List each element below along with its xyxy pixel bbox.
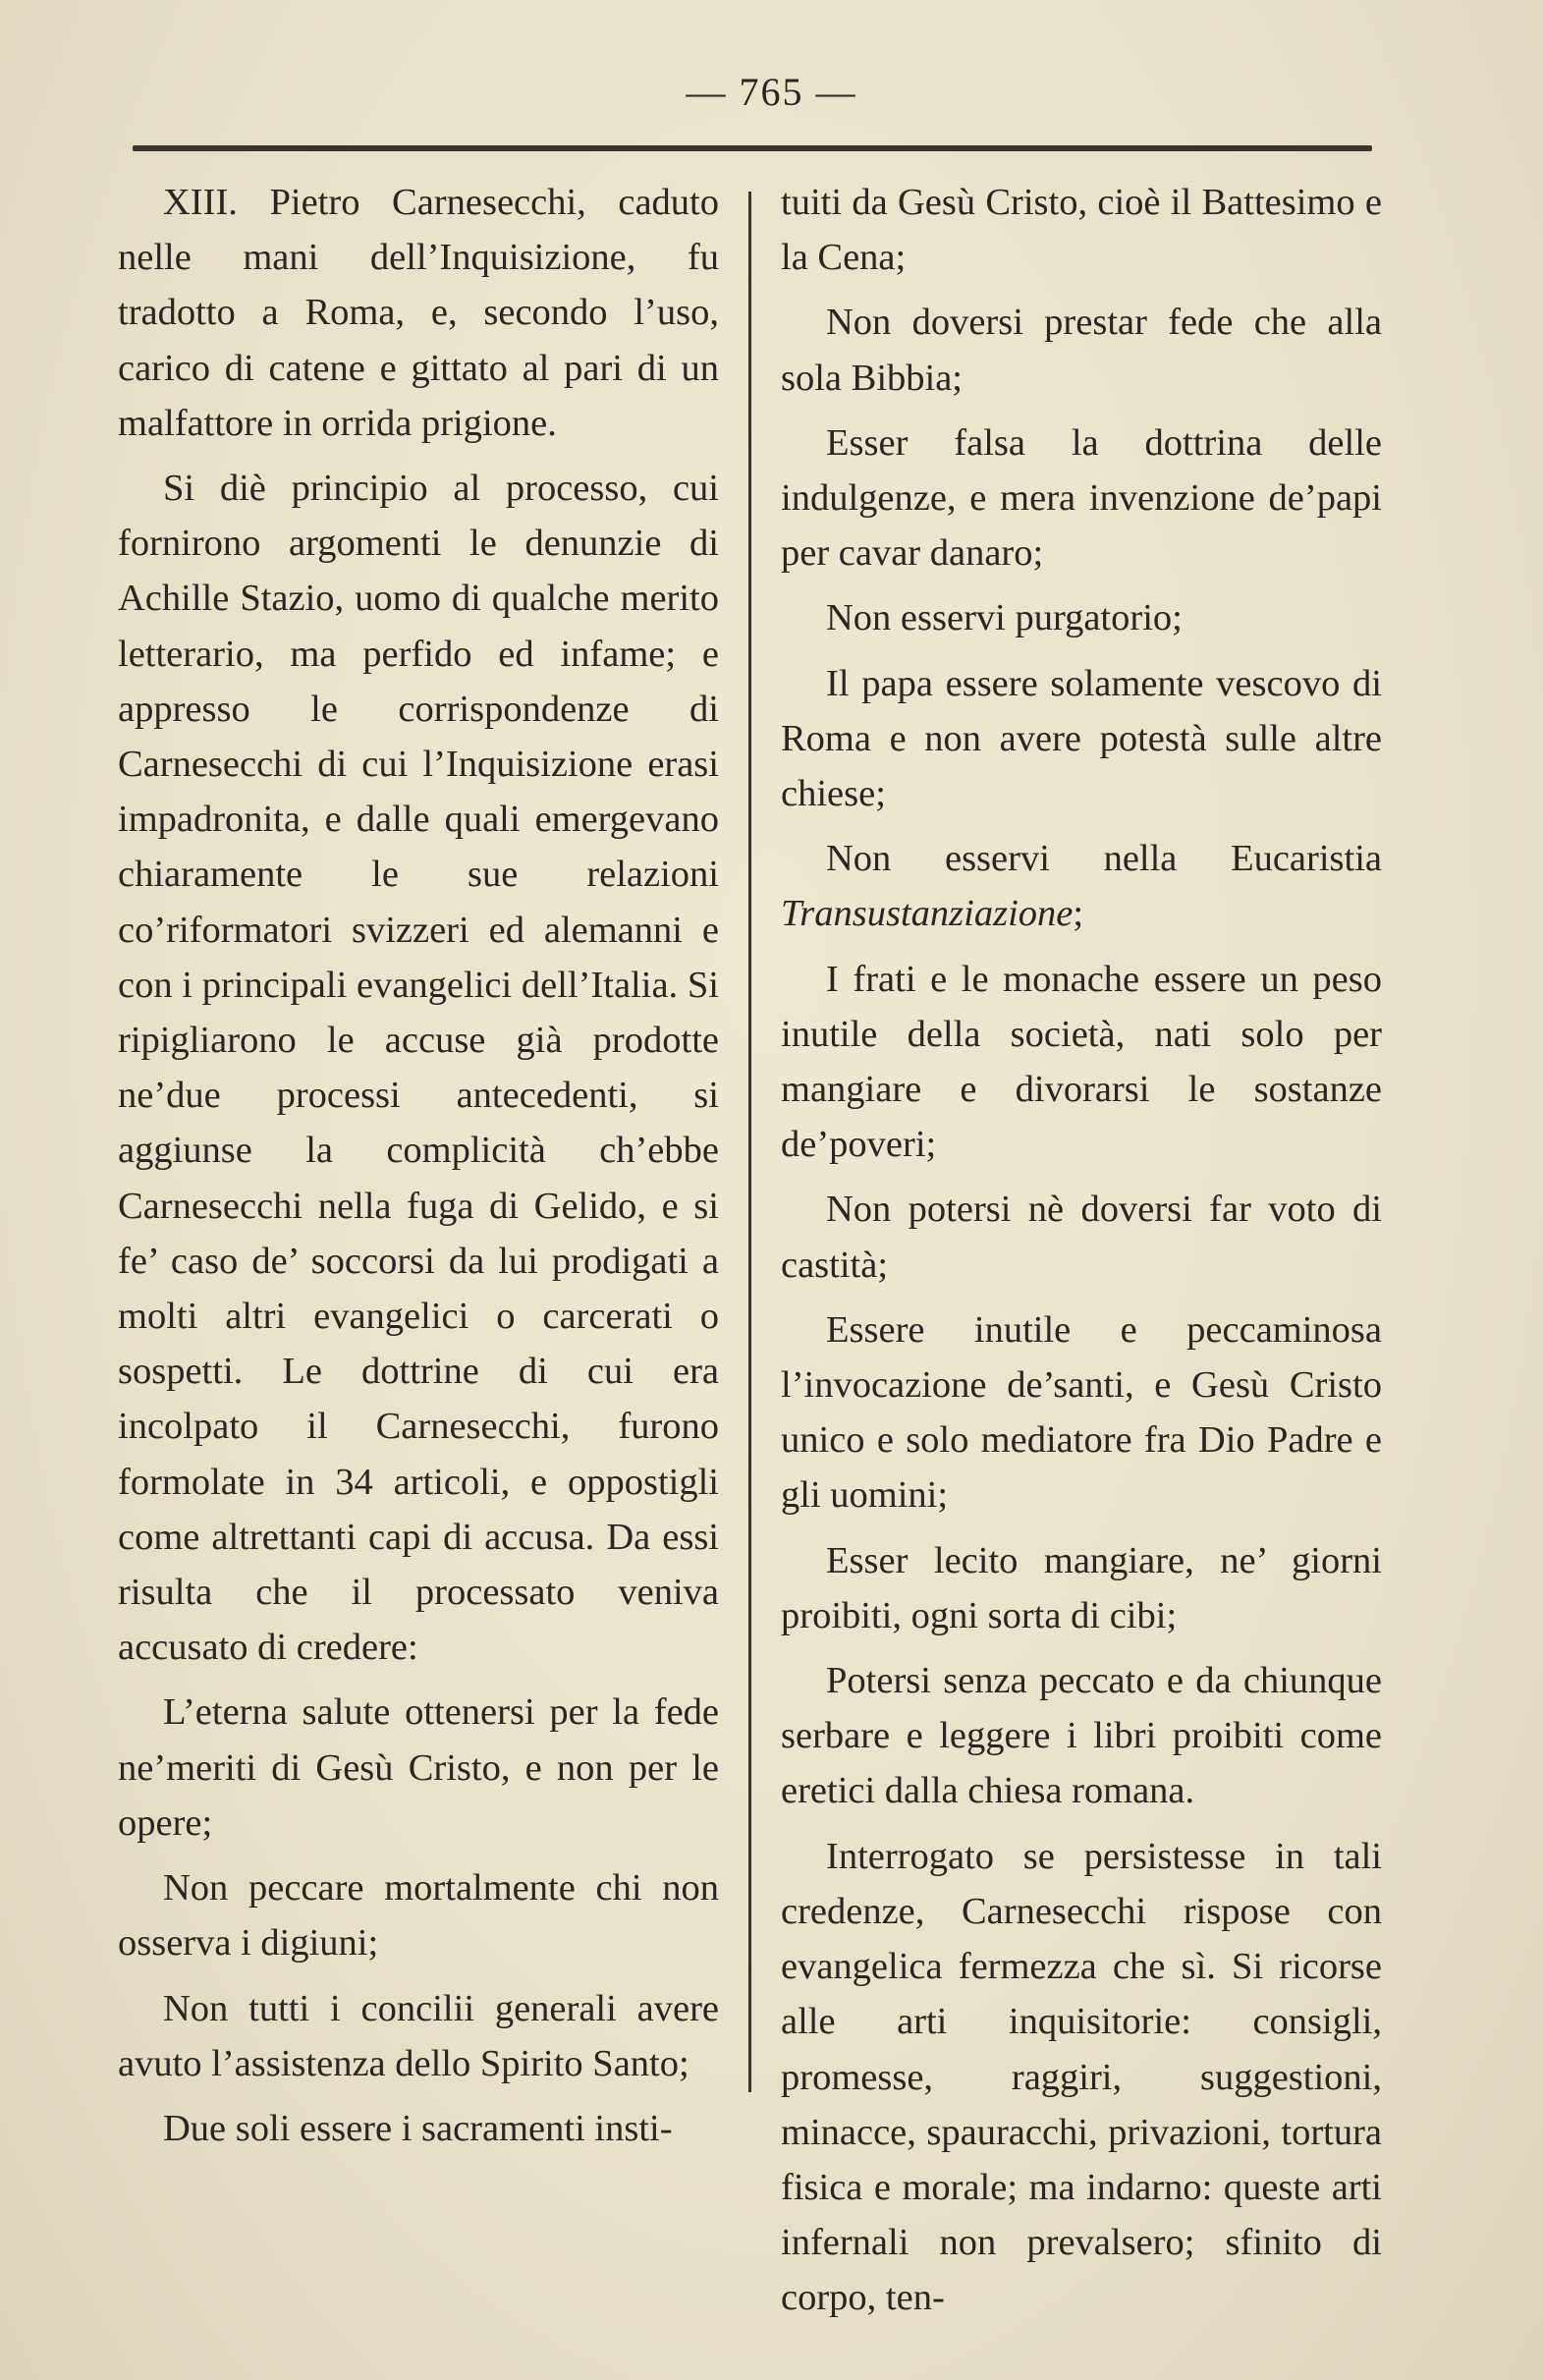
paragraph <box>118 1685 719 1851</box>
header-rule <box>133 145 1372 151</box>
paragraph <box>781 415 1382 581</box>
paragraph <box>781 590 1382 645</box>
paragraph-text: Due soli essere i sacramenti insti- <box>163 2107 673 2149</box>
paragraph-text: XIII. Pietro Carnesecchi, caduto nelle mani dell’Inquisizione, fu tradotto a Roma, e, secondo l’uso, carico di catene e gittato al pari di un malfattore in orrida prigione. <box>118 182 719 444</box>
punctuation: ; <box>1073 893 1084 935</box>
paragraph <box>118 1860 719 1970</box>
paragraph-text: tuiti da Gesù Cristo, cioè il Battesimo e la Cena; <box>781 182 1382 279</box>
paragraph <box>118 2101 719 2156</box>
italic-term: Transustanziazione <box>781 893 1074 935</box>
paragraph-text: Non esservi nella Eucaristia <box>826 838 1382 880</box>
paragraph <box>781 1533 1382 1643</box>
paragraph-text: Non doversi prestar fede che alla sola Bibbia; <box>781 302 1382 399</box>
paragraph <box>118 175 719 451</box>
paragraph-text: Esser falsa la dottrina delle indulgenze, e mera invenzione de’papi per cavar danaro; <box>781 421 1382 575</box>
paragraph-text: Il papa essere solamente vescovo di Roma e non avere potestà sulle altre chiese; <box>781 662 1382 815</box>
paragraph-text: L’eterna salute ottenersi per la fede ne’meriti di Gesù Cristo, e non per le opere; <box>118 1691 719 1844</box>
paragraph <box>781 1302 1382 1523</box>
paragraph <box>781 1829 1382 2326</box>
paragraph-text: I frati e le monache essere un peso inutile della società, nati solo per mangiare e divorarsi le sostanze de’poveri; <box>781 958 1382 1166</box>
left-column <box>118 175 719 2166</box>
paragraph <box>781 831 1382 941</box>
paragraph <box>781 175 1382 285</box>
page-number: — 765 — <box>686 70 857 114</box>
paragraph-text: Potersi senza peccato e da chiunque serbare e leggere i libri proibiti come eretici dalla chiesa romana. <box>781 1660 1382 1812</box>
paragraph-text: Non esservi purgatorio; <box>826 597 1183 639</box>
column-divider <box>748 192 751 2092</box>
paragraph-text: Non tutti i concilii generali avere avuto l’assistenza dello Spirito Santo; <box>118 1987 719 2084</box>
paragraph-text: Essere inutile e peccaminosa l’invocazione de’santi, e Gesù Cristo unico e solo mediatore fra Dio Padre e gli uomini; <box>781 1308 1382 1517</box>
paragraph <box>781 656 1382 822</box>
paragraph <box>781 952 1382 1173</box>
paragraph-text: Esser lecito mangiare, ne’ giorni proibiti, ogni sorta di cibi; <box>781 1539 1382 1636</box>
paragraph <box>781 1653 1382 1819</box>
paragraph-text: Interrogato se persistesse in tali credenze, Carnesecchi rispose con evangelica fermezza che sì. Si ricorse alle arti inquisitorie: consigli, promesse, raggiri, suggestioni, minacce, spauracchi, privazioni, tortura fisica e morale; ma indarno: queste arti infernali non prevalsero; sfinito di corpo, ten- <box>781 1835 1382 2319</box>
paragraph-text: Si diè principio al processo, cui fornirono argomenti le denunzie di Achille Stazio, uomo di qualche merito letterario, ma perfido ed infame; e appresso le corrispondenze di Carnesecchi di cui l’Inquisizione erasi impadronita, e dalle quali emergevano chiaramente le sue relazioni co’riformatori svizzeri ed alemanni e con i principali evangelici dell’Italia. Si ripigliarono le accuse già prodotte ne’due processi antecedenti, si aggiunse la complicità ch’ebbe Carnesecchi nella fuga di Gelido, e si fe’ caso de’ soccorsi da lui prodigati a molti altri evangelici o carcerati o sospetti. Le dottrine di cui era incolpato il Carnesecchi, furono formolate in 34 articoli, e oppostigli come altrettanti capi di accusa. Da essi risulta che il processato veniva accusato di credere: <box>118 468 719 1669</box>
paragraph <box>781 1182 1382 1292</box>
paragraph-text: Non peccare mortalmente chi non osserva i digiuni; <box>118 1867 719 1965</box>
paragraph <box>118 1981 719 2091</box>
paragraph <box>781 295 1382 405</box>
paragraph <box>118 461 719 1675</box>
right-column <box>781 175 1382 2336</box>
paragraph-text: Non potersi nè doversi far voto di castità; <box>781 1189 1382 1286</box>
